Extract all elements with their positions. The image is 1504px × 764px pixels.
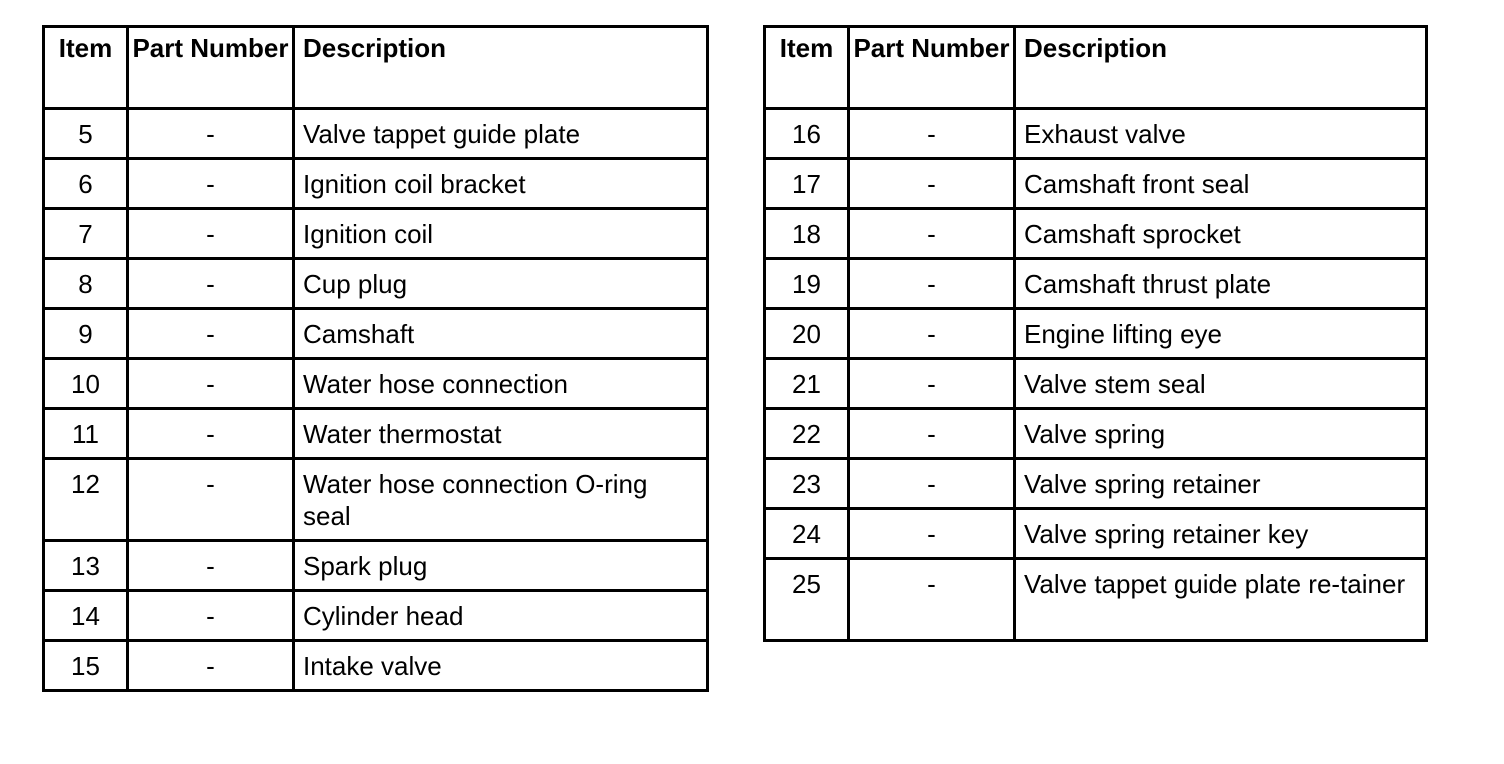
description-cell: Spark plug xyxy=(294,541,708,591)
table-row xyxy=(765,559,1427,641)
table-row xyxy=(765,259,1427,309)
part-number-cell: - xyxy=(849,109,1015,159)
part-number-cell: - xyxy=(849,309,1015,359)
part-number-cell: - xyxy=(128,409,294,459)
parts-table-left xyxy=(42,25,709,692)
part-number-cell: - xyxy=(128,159,294,209)
description-cell: Ignition coil bracket xyxy=(294,159,708,209)
part-number-cell: - xyxy=(849,359,1015,409)
part-number-cell: - xyxy=(128,459,294,541)
table-row xyxy=(765,359,1427,409)
table-row xyxy=(44,541,708,591)
description-cell: Valve spring retainer xyxy=(1015,459,1427,509)
part-number-cell: - xyxy=(128,109,294,159)
table-row xyxy=(44,259,708,309)
part-number-cell: - xyxy=(128,259,294,309)
part-number-cell: - xyxy=(849,409,1015,459)
description-cell: Cup plug xyxy=(294,259,708,309)
item-cell: 13 xyxy=(44,541,128,591)
table-row xyxy=(765,309,1427,359)
part-number-cell: - xyxy=(849,259,1015,309)
part-number-cell: - xyxy=(128,359,294,409)
part-number-cell: - xyxy=(849,559,1015,641)
item-cell: 23 xyxy=(765,459,849,509)
description-cell: Water thermostat xyxy=(294,409,708,459)
description-cell: Camshaft xyxy=(294,309,708,359)
table-row xyxy=(765,209,1427,259)
part-number-cell: - xyxy=(128,209,294,259)
table-row xyxy=(765,159,1427,209)
item-cell: 9 xyxy=(44,309,128,359)
table-row xyxy=(44,309,708,359)
table-row xyxy=(44,591,708,641)
item-cell: 10 xyxy=(44,359,128,409)
description-cell: Water hose connection xyxy=(294,359,708,409)
item-cell: 8 xyxy=(44,259,128,309)
part-number-cell: - xyxy=(128,591,294,641)
table-row xyxy=(44,209,708,259)
part-number-cell: - xyxy=(128,541,294,591)
part-number-cell: - xyxy=(849,509,1015,559)
item-cell: 16 xyxy=(765,109,849,159)
parts-table-right xyxy=(763,25,1428,642)
table-row xyxy=(44,159,708,209)
description-cell: Intake valve xyxy=(294,641,708,691)
part-number-cell: - xyxy=(849,209,1015,259)
item-cell: 20 xyxy=(765,309,849,359)
description-cell: Water hose connection O-ring seal xyxy=(294,459,708,541)
table-row xyxy=(765,409,1427,459)
description-column-header: Description xyxy=(294,27,708,109)
description-cell: Camshaft sprocket xyxy=(1015,209,1427,259)
item-cell: 11 xyxy=(44,409,128,459)
table-row xyxy=(44,109,708,159)
item-column-header: Item xyxy=(44,27,128,109)
item-cell: 17 xyxy=(765,159,849,209)
item-cell: 15 xyxy=(44,641,128,691)
description-column-header: Description xyxy=(1015,27,1427,109)
item-cell: 19 xyxy=(765,259,849,309)
table-header-row xyxy=(44,27,708,109)
item-cell: 7 xyxy=(44,209,128,259)
part-number-column-header: Part Number xyxy=(128,27,294,109)
part-number-cell: - xyxy=(128,309,294,359)
table-row xyxy=(44,641,708,691)
part-number-column-header: Part Number xyxy=(849,27,1015,109)
table-row xyxy=(765,109,1427,159)
table-row xyxy=(44,459,708,541)
table-row xyxy=(44,359,708,409)
table-row xyxy=(44,409,708,459)
table-row xyxy=(765,459,1427,509)
item-cell: 25 xyxy=(765,559,849,641)
table-header-row xyxy=(765,27,1427,109)
description-cell: Valve tappet guide plate re-tainer xyxy=(1015,559,1427,641)
description-cell: Camshaft front seal xyxy=(1015,159,1427,209)
part-number-cell: - xyxy=(128,641,294,691)
part-number-cell: - xyxy=(849,459,1015,509)
description-cell: Valve spring xyxy=(1015,409,1427,459)
item-cell: 5 xyxy=(44,109,128,159)
item-column-header: Item xyxy=(765,27,849,109)
item-cell: 22 xyxy=(765,409,849,459)
item-cell: 18 xyxy=(765,209,849,259)
description-cell: Valve spring retainer key xyxy=(1015,509,1427,559)
description-cell: Camshaft thrust plate xyxy=(1015,259,1427,309)
description-cell: Valve stem seal xyxy=(1015,359,1427,409)
part-number-cell: - xyxy=(849,159,1015,209)
item-cell: 14 xyxy=(44,591,128,641)
item-cell: 24 xyxy=(765,509,849,559)
item-cell: 21 xyxy=(765,359,849,409)
description-cell: Ignition coil xyxy=(294,209,708,259)
table-row xyxy=(765,509,1427,559)
description-cell: Valve tappet guide plate xyxy=(294,109,708,159)
description-cell: Cylinder head xyxy=(294,591,708,641)
item-cell: 6 xyxy=(44,159,128,209)
description-cell: Engine lifting eye xyxy=(1015,309,1427,359)
description-cell: Exhaust valve xyxy=(1015,109,1427,159)
item-cell: 12 xyxy=(44,459,128,541)
